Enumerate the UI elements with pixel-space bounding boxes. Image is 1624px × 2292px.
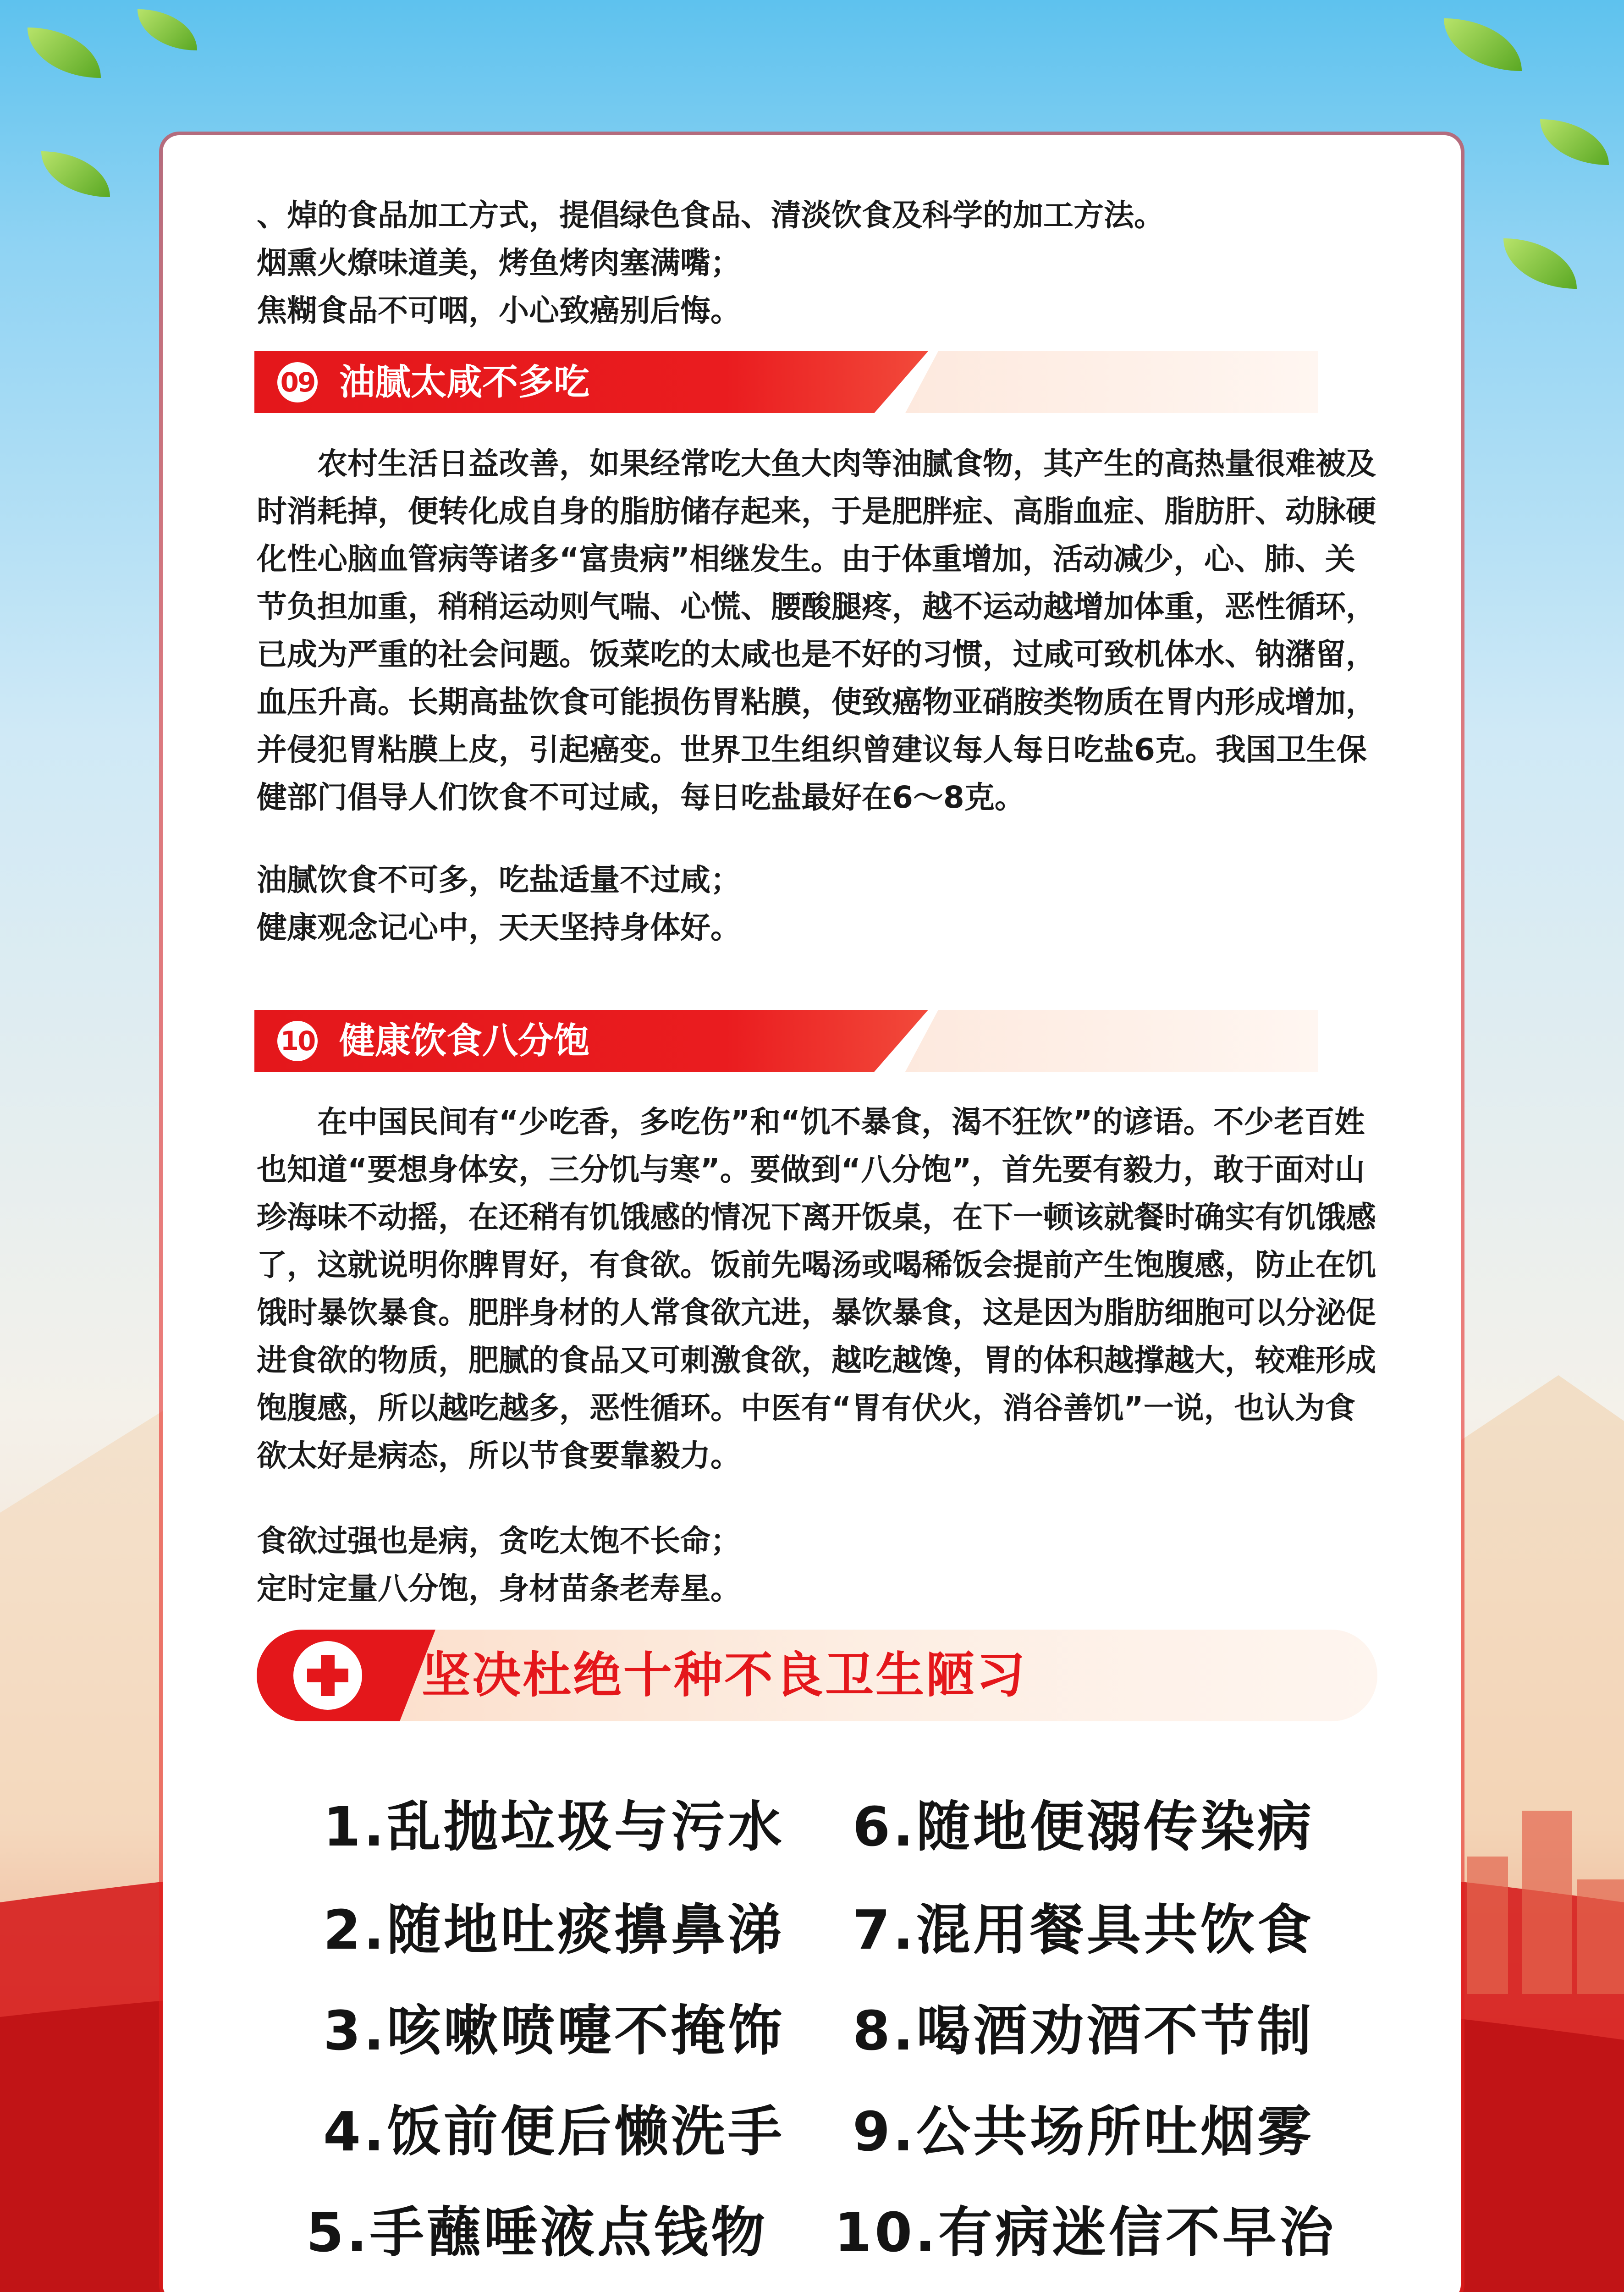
section-number-badge: 09 (277, 362, 318, 402)
habit-item: 2.随地吐痰擤鼻涕 (323, 1898, 785, 1961)
section-title: 健康饮食八分饱 (339, 1020, 590, 1062)
habits-title: 坚决杜绝十种不良卫生陋习 (422, 1647, 1027, 1703)
intro-line: 焦糊食品不可咽，小心致癌别后悔。 (257, 293, 741, 328)
habit-item: 1.乱抛垃圾与污水 (323, 1795, 785, 1858)
habit-item: 6.随地便溺传染病 (853, 1795, 1314, 1858)
section-title: 油腻太咸不多吃 (339, 362, 590, 403)
section-10-paragraph: 在中国民间有“少吃香，多吃伤”和“饥不暴食，渴不狂饮”的谚语。不少老百姓也知道“要想身体安，三分饥与寒”。要做到“八分饱”，首先要有毅力，敢于面对山珍海味不动摇，在还稍有饥饿感的情况下离开饭桌，在下一顿该就餐时确实有饥饿感了，这就说明你脾胃好，有食欲。饭前先喝汤或喝稀饭会提前产生饱腹感，防止在饥饿时暴饮暴食。肥胖身材的人常食欲亢进，暴饮暴食，这是因为脂肪细胞可以分泌促进食欲的物质，肥腻的食品又可刺激食欲，越吃越馋，胃的体积越撑越大，较难形成饱腹感，所以越吃越多，恶性循环。中医有“胃有伏火，消谷善饥”一说，也认为食欲太好是病态，所以节食要靠毅力。 (257, 1104, 1376, 1473)
section-09-verse-2: 健康观念记心中，天天坚持身体好。 (257, 910, 741, 945)
habit-item: 8.喝酒劝酒不节制 (853, 1999, 1314, 2062)
header-tail (905, 1010, 1318, 1072)
habit-item: 7.混用餐具共饮食 (853, 1898, 1314, 1961)
habit-item: 4.饭前便后懒洗手 (323, 2100, 785, 2163)
red-cross-icon (293, 1641, 362, 1710)
habits-header (257, 1630, 1377, 1721)
section-09-paragraph: 农村生活日益改善，如果经常吃大鱼大肉等油腻食物，其产生的高热量很难被及时消耗掉，便转化成自身的脂肪储存起来，于是肥胖症、高脂血症、脂肪肝、动脉硬化性心脑血管病等诸多“富贵病”相继发生。由于体重增加，活动减少，心、肺、关节负担加重，稍稍运动则气喘、心慌、腰酸腿疼，越不运动越增加体重，恶性循环，已成为严重的社会问题。饭菜吃的太咸也是不好的习惯，过咸可致机体水、钠潴留，血压升高。长期高盐饮食可能损伤胃粘膜，使致癌物亚硝胺类物质在胃内形成增加，并侵犯胃粘膜上皮，引起癌变。世界卫生组织曾建议每人每日吃盐6克。我国卫生保健部门倡导人们饮食不可过咸，每日吃盐最好在6～8克。 (257, 446, 1376, 815)
habit-item: 5.手蘸唾液点钱物 (306, 2201, 768, 2264)
intro-line: 烟熏火燎味道美，烤鱼烤肉塞满嘴； (257, 245, 741, 281)
habit-item: 9.公共场所吐烟雾 (853, 2100, 1314, 2163)
section-10-verse-1: 食欲过强也是病，贪吃太饱不长命； (257, 1523, 741, 1559)
intro-line: 、焯的食品加工方式，提倡绿色食品、清淡饮食及科学的加工方法。 (257, 198, 1164, 233)
section-09-verse-1: 油腻饮食不可多，吃盐适量不过咸； (257, 862, 741, 898)
section-10-header (254, 1010, 928, 1072)
section-09-header (254, 351, 928, 413)
section-10-verse-2: 定时定量八分饱，身材苗条老寿星。 (257, 1571, 741, 1606)
habit-item: 3.咳嗽喷嚏不掩饰 (323, 1999, 785, 2062)
header-tail (905, 351, 1318, 413)
section-number-badge: 10 (277, 1021, 318, 1061)
habit-item: 10.有病迷信不早治 (834, 2201, 1337, 2264)
